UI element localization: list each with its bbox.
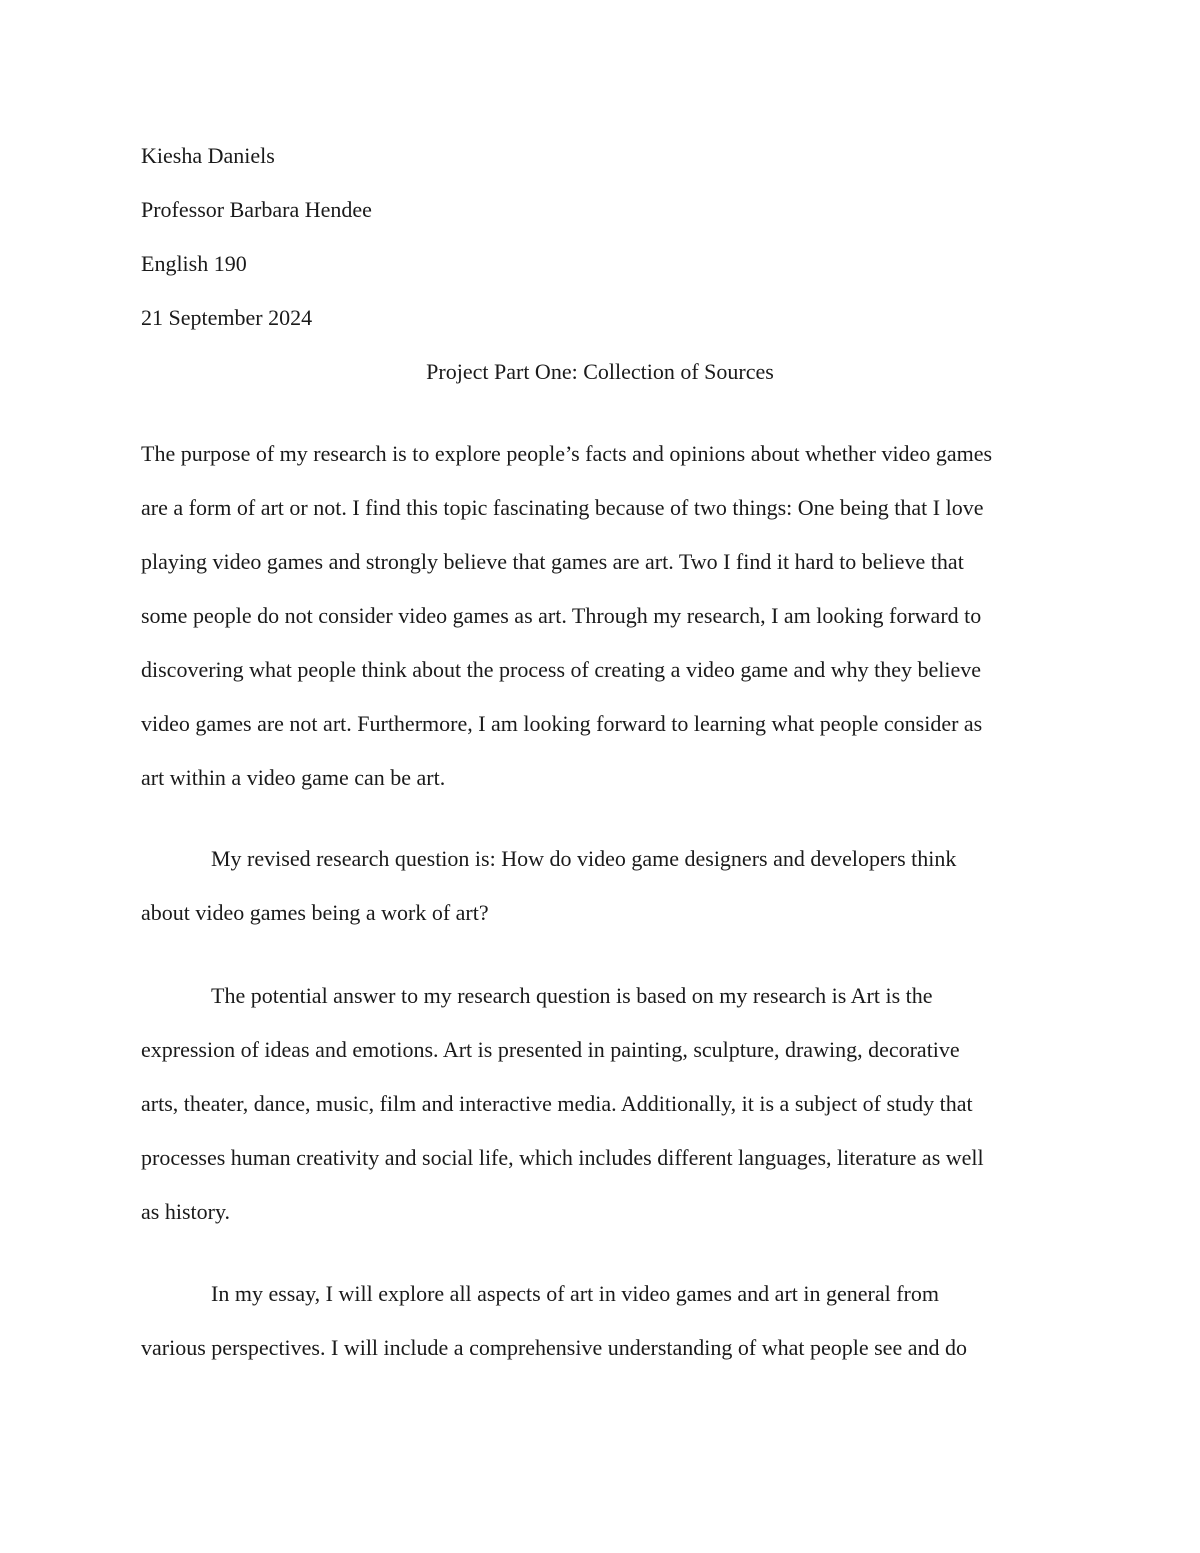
paragraph-line: playing video games and strongly believe that games are art. Two I find it hard to believe that (141, 549, 964, 574)
paragraph-line: The potential answer to my research question is based on my research is Art is the (211, 983, 933, 1008)
student-name: Kiesha Daniels (141, 143, 275, 168)
paragraph-line: My revised research question is: How do video game designers and developers think (211, 846, 957, 871)
paragraph-line: some people do not consider video games as art. Through my research, I am looking forward to (141, 603, 982, 628)
paragraph-line: arts, theater, dance, music, film and interactive media. Additionally, it is a subject of study that (141, 1091, 973, 1116)
professor-name: Professor Barbara Hendee (141, 197, 372, 222)
paragraph-line: processes human creativity and social life, which includes different languages, literature as well (141, 1145, 984, 1170)
course-name: English 190 (141, 251, 247, 276)
paragraph-line: expression of ideas and emotions. Art is presented in painting, sculpture, drawing, decorative (141, 1037, 960, 1062)
paragraph-line: are a form of art or not. I find this topic fascinating because of two things: One being that I love (141, 495, 984, 520)
submission-date: 21 September 2024 (141, 305, 313, 330)
paragraph-line: In my essay, I will explore all aspects of art in video games and art in general from (211, 1281, 939, 1306)
document-title: Project Part One: Collection of Sources (426, 359, 774, 384)
paragraph-line: discovering what people think about the process of creating a video game and why they believe (141, 657, 982, 682)
paragraph-line: as history. (141, 1199, 231, 1224)
paragraph-line: about video games being a work of art? (141, 900, 489, 925)
paragraph-line: The purpose of my research is to explore people’s facts and opinions about whether video games (141, 441, 993, 466)
paragraph-line: various perspectives. I will include a comprehensive understanding of what people see and do (141, 1335, 967, 1360)
paragraph-line: art within a video game can be art. (141, 765, 446, 790)
paragraph-line: video games are not art. Furthermore, I am looking forward to learning what people consider as (141, 711, 983, 736)
